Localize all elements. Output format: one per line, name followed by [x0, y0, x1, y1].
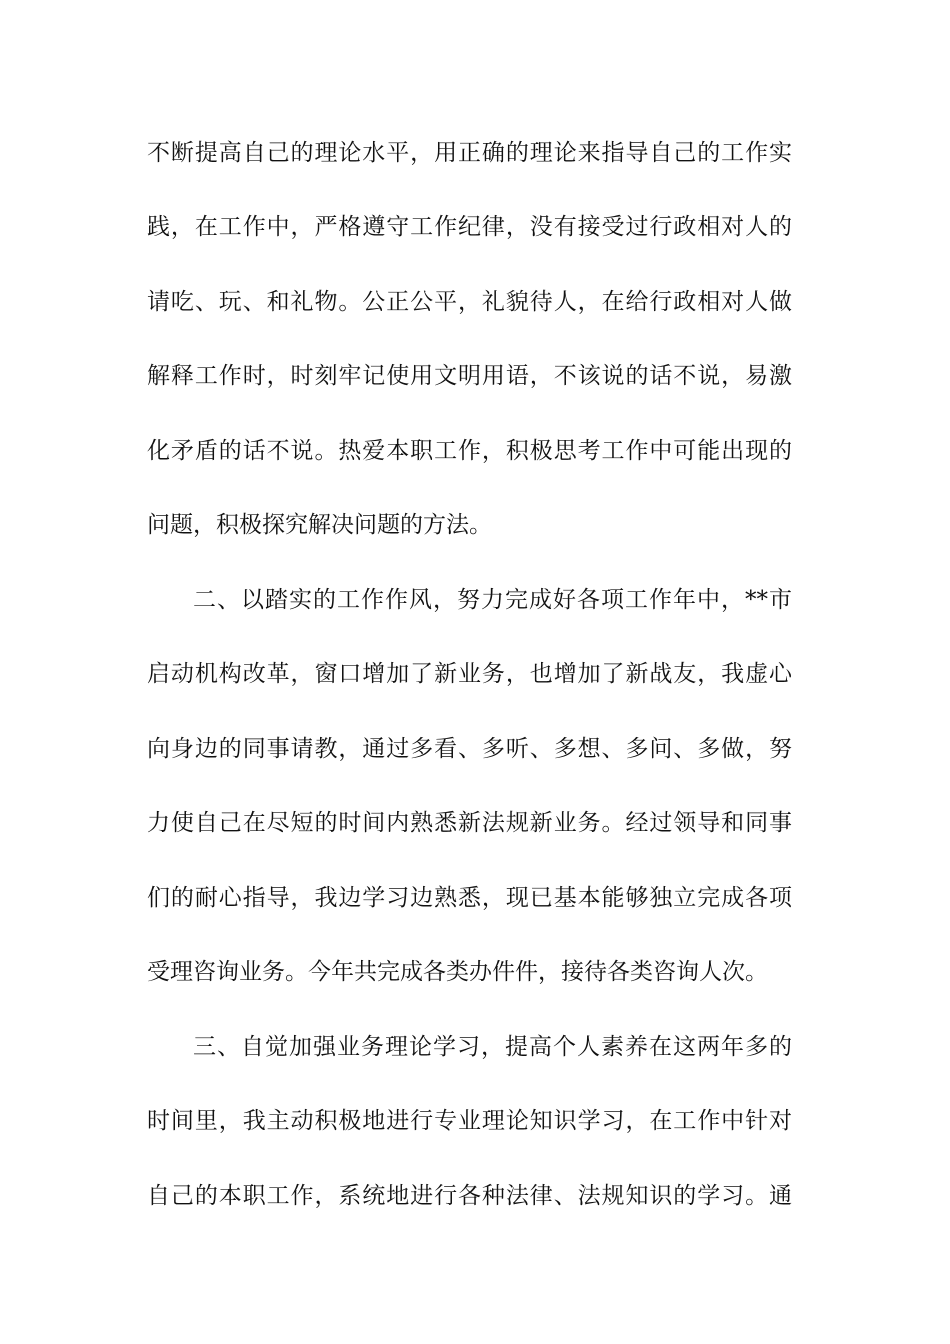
- text-line-4: 解释工作时，时刻牢记使用文明用语，不该说的话不说，易激: [147, 363, 792, 389]
- text-line-15: 自己的本职工作，系统地进行各种法律、法规知识的学习。通: [147, 1183, 792, 1209]
- text-line-11: 们的耐心指导，我边学习边熟悉，现已基本能够独立完成各项: [147, 885, 792, 911]
- text-line-10: 力使自己在尽短的时间内熟悉新法规新业务。经过领导和同事: [147, 810, 792, 836]
- text-line-6: 问题，积极探究解决问题的方法。: [147, 512, 492, 538]
- paragraph-heading-2: 二、以踏实的工作作风，努力完成好各项工作年中，**市: [193, 587, 792, 613]
- text-line-2: 践，在工作中，严格遵守工作纪律，没有接受过行政相对人的: [147, 214, 792, 240]
- text-line-9: 向身边的同事请教，通过多看、多听、多想、多问、多做，努: [147, 736, 792, 762]
- text-line-5: 化矛盾的话不说。热爱本职工作，积极思考工作中可能出现的: [147, 438, 792, 464]
- text-line-14: 时间里，我主动积极地进行专业理论知识学习，在工作中针对: [147, 1108, 792, 1134]
- text-line-12: 受理咨询业务。今年共完成各类办件件，接待各类咨询人次。: [147, 959, 768, 985]
- text-line-1: 不断提高自己的理论水平，用正确的理论来指导自己的工作实: [147, 140, 792, 166]
- paragraph-heading-3: 三、自觉加强业务理论学习，提高个人素养在这两年多的: [193, 1034, 792, 1060]
- text-line-3: 请吃、玩、和礼物。公正公平，礼貌待人，在给行政相对人做: [147, 289, 792, 315]
- text-line-8: 启动机构改革，窗口增加了新业务，也增加了新战友，我虚心: [147, 661, 792, 687]
